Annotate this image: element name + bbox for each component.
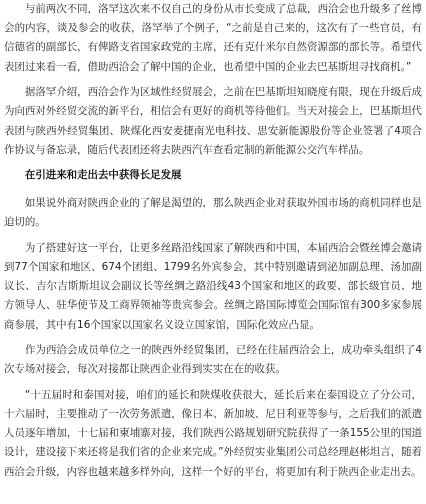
article-paragraph: 为了搭建好这一平台，让更多丝路沿线国家了解陕西和中国，本届西洽会暨丝博会邀请到77个国家和地区、674个团组、1799名外宾参会，其中特别邀请到泌加副总理、汤加副议长、吉尔吉斯斯坦议会副议长等丝绸之路沿线43个国家和地区的政要、部长级官员、地方领导人、驻华使节及工商界领袖等贵宾参会。丝绸之路国际博览会国际馆有300多家参展商参展，其中有16个国家以国家名义设立国家馆，国际化效应凸显。 — [4, 241, 422, 331]
article-body — [4, 0, 422, 488]
article-paragraph: 与前两次不同，洛罕这次来不仅自己的身份从市长变成了总裁，西洽会也升级多了丝博会的内容，谈及参会的收获，洛罕举了个例子，“之前是自己来的，这次有了一些官员，有信德省的副部长，有俾路支省国家政党的主席，还有克什米尔自然资源部的部长等。希望代表团过来看一看，借助西洽会了解中国的企业，也希望中国的企业去巴基斯坦寻找商机。” — [4, 3, 422, 73]
section-heading: 在引进来和走出去中获得长足发展 — [24, 169, 182, 182]
article-paragraph: 据洛罕介绍，西洽会作为区域性经贸展会，之前在巴基斯坦知晓度有限，现在升级后成为向西对外经贸交流的新平台，相信会有更好的商机等待他们。当天对接会上，巴基斯坦代表团与陕西外经贸集团、陕煤化西安麦捷南光电科技、思安新能源股份等企业签署了4项合作协议与备忘录，随后代表团还将去陕西汽车查看定制的新能源公交汽车样品。 — [4, 86, 422, 156]
article-paragraph: 作为西洽会成员单位之一的陕西外经贸集团，已经在往届西洽会上，成功牵头组织了4次专场对接会，每次对接都让陕西企业得到实实在在的收获。 — [4, 344, 422, 376]
article-paragraph: 如果说外商对陕西企业的了解是渴望的，那么陕西企业对获取外国市场的商机同样也是迫切的。 — [4, 197, 422, 229]
article-paragraph: “十五届时和泰国对接，咱们的延长和陕煤收获很大，延长后来在泰国设立了分公司，十六届时，主要推动了一次劳务派遣，像日本、新加坡、尼日利亚等参与，之后我们的派遣人员逐年增加，十七届和柬埔寨对接，我们陕西公路规划研究院获得了一条155公里的国道设计，建设接下来还将是我们省的企业来完成。”外经贸实业集团公司总经理赵彬坦言，随着西洽会升级，内容也越来越多样外向，这样一个好的平台，将更加有利于陕西企业走出去。 — [4, 388, 422, 478]
